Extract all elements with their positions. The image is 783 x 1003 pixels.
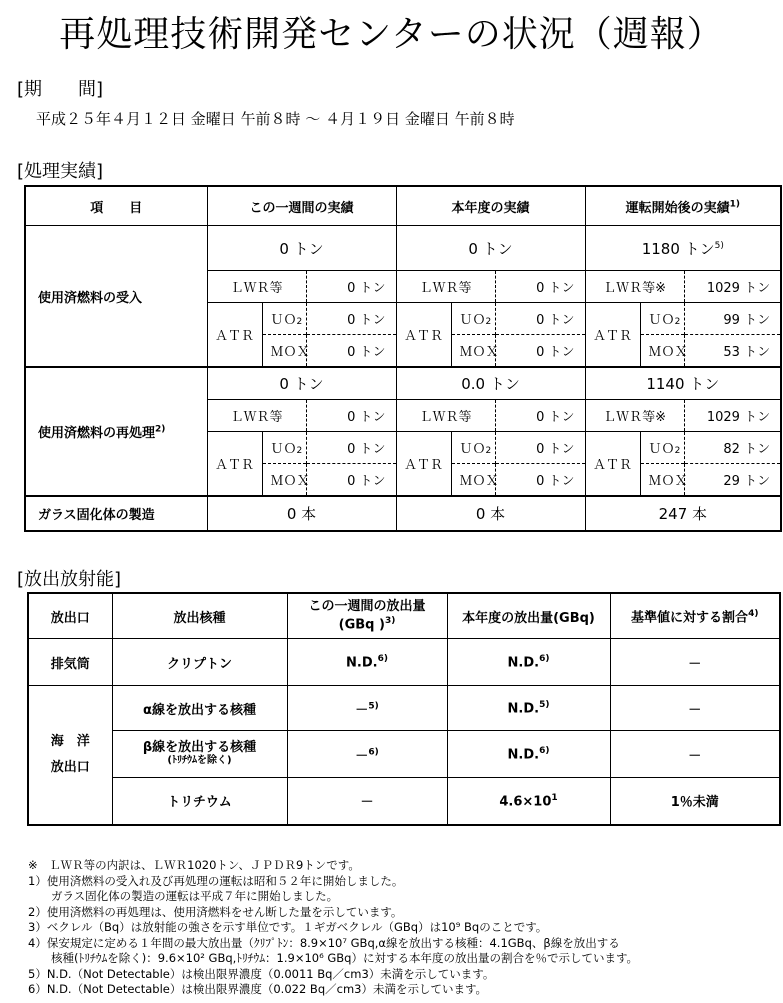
footnote: 4）保安規定に定める１年間の最大放出量（ｸﾘﾌﾟﾄﾝ：8.9×10⁷ GBq,α線を放出する核種：4.1GBq、β線を放出する: [28, 935, 620, 950]
reproc-cum-mox: 29 トン: [684, 464, 781, 497]
reproc-year-total: 0.0 トン: [396, 367, 585, 400]
header-year-release: 本年度の放出量(GBq): [447, 593, 610, 639]
lwr-mark-label: ＬＷＲ等※: [585, 271, 684, 303]
alpha-ratio: －: [610, 686, 780, 731]
reproc-year-uo2: 0 トン: [495, 432, 585, 464]
mox-label: ＭＯＸ: [640, 464, 684, 497]
reproc-week-total: 0 トン: [207, 367, 396, 400]
release-label: [放出放射能]: [17, 569, 122, 590]
uo2-label: ＵＯ2: [262, 303, 306, 335]
alpha-nuclide: α線を放出する核種: [112, 686, 287, 731]
receipt-total-row: [25, 226, 781, 271]
tritium-nuclide: トリチウム: [112, 778, 287, 825]
processing-table: [24, 185, 782, 532]
atr-label: ＡＴＲ: [396, 432, 451, 497]
glass-item: ガラス固化体の製造: [25, 496, 207, 531]
reproc-week-uo2: 0 トン: [306, 432, 396, 464]
glass-year: 0 本: [396, 496, 585, 531]
tritium-week: －: [287, 778, 447, 825]
footnote: ガラス固化体の製造の運転は平成７年に開始しました。: [28, 889, 339, 903]
stack-week: N.D.$^{6)}$: [287, 639, 447, 686]
mox-label: ＭＯＸ: [451, 464, 495, 497]
receipt-cum-uo2: 99 トン: [684, 303, 781, 335]
beta-ratio: －: [610, 731, 780, 778]
lwr-label: ＬＷＲ等: [207, 271, 306, 303]
receipt-year-total: 0 トン: [396, 226, 585, 271]
receipt-item: 使用済燃料の受入: [25, 226, 207, 368]
uo2-label: ＵＯ2: [640, 432, 684, 464]
stack-outlet: 排気筒: [28, 639, 112, 686]
footnote: 3）ベクレル（Bq）は放射能の強さを示す単位です。１ギガベクレル（GBq）は10⁹ Bqのことです。: [28, 920, 548, 934]
footnotes: [28, 858, 638, 998]
reproc-week-mox: 0 トン: [306, 464, 396, 497]
footnote: ※ ＬＷＲ等の内訳は、ＬＷＲ1020トン、ＪＰＤＲ9トンです。: [28, 858, 360, 872]
beta-nuclide: β線を放出する核種 (ﾄﾘﾁｳﾑを除く): [112, 731, 287, 778]
reproc-year-mox: 0 トン: [495, 464, 585, 497]
uo2-label: ＵＯ2: [640, 303, 684, 335]
header-ratio: 基準値に対する割合$^{4)}$: [610, 593, 780, 639]
period-label: [期 間]: [17, 79, 104, 100]
reproc-item: 使用済燃料の再処理$^{2)}$: [25, 367, 207, 496]
receipt-year-lwr: 0 トン: [495, 271, 585, 303]
reproc-total-row: [25, 367, 781, 400]
lwr-label: ＬＷＲ等: [396, 400, 495, 432]
ocean-outlet: 海 洋 放出口: [28, 686, 112, 825]
lwr-label: ＬＷＲ等: [207, 400, 306, 432]
beta-week: －$^{6)}$: [287, 731, 447, 778]
processing-label: [処理実績]: [17, 161, 104, 182]
footnote: 核種(ﾄﾘﾁｳﾑを除く)：9.6×10² GBq,ﾄﾘﾁｳﾑ：1.9×10⁶ GBq）に対する本年度の放出量の割合を％で示しています。: [28, 951, 639, 965]
header-item: 項 目: [25, 186, 207, 226]
atr-label: ＡＴＲ: [585, 303, 640, 368]
tritium-ratio: 1％未満: [610, 778, 780, 825]
header-week: この一週間の実績: [207, 186, 396, 226]
alpha-year: N.D.$^{5)}$: [447, 686, 610, 731]
receipt-year-mox: 0 トン: [495, 335, 585, 368]
mox-label: ＭＯＸ: [640, 335, 684, 368]
ocean-beta-row: [28, 731, 780, 778]
lwr-mark-label: ＬＷＲ等※: [585, 400, 684, 432]
receipt-year-uo2: 0 トン: [495, 303, 585, 335]
uo2-label: ＵＯ2: [451, 432, 495, 464]
alpha-week: －$^{5)}$: [287, 686, 447, 731]
tritium-year: $4.6\times 10^1$: [447, 778, 610, 825]
header-cumulative: 運転開始後の実績$^{1)}$: [585, 186, 781, 226]
footnote: 6）N.D.（Not Detectable）は検出限界濃度（0.022 Bq／cm3）未満を示しています。: [28, 982, 488, 996]
receipt-cum-lwr: 1029 トン: [684, 271, 781, 303]
ocean-alpha-row: [28, 686, 780, 731]
stack-year: N.D.$^{6)}$: [447, 639, 610, 686]
receipt-week-total: 0 トン: [207, 226, 396, 271]
footnote: 2）使用済燃料の再処理は、使用済燃料をせん断した量を示しています。: [28, 904, 403, 919]
reproc-cum-uo2: 82 トン: [684, 432, 781, 464]
processing-header-row: [25, 186, 781, 226]
receipt-week-uo2: 0 トン: [306, 303, 396, 335]
reproc-cum-total: 1140 トン: [585, 367, 781, 400]
page-title: 再処理技術開発センターの状況（週報）: [59, 14, 724, 55]
glass-row: [25, 496, 781, 531]
reproc-cum-lwr: 1029 トン: [684, 400, 781, 432]
beta-year: N.D.$^{6)}$: [447, 731, 610, 778]
footnote: 5）N.D.（Not Detectable）は検出限界濃度（0.0011 Bq／cm3）未満を示しています。: [28, 966, 495, 981]
release-table: [27, 592, 781, 826]
ocean-tritium-row: [28, 778, 780, 825]
stack-ratio: －: [610, 639, 780, 686]
header-week-release: この一週間の放出量(GBq )$^{3)}$: [287, 593, 447, 639]
mox-label: ＭＯＸ: [451, 335, 495, 368]
receipt-week-lwr: 0 トン: [306, 271, 396, 303]
receipt-cum-mox: 53 トン: [684, 335, 781, 368]
header-year: 本年度の実績: [396, 186, 585, 226]
atr-label: ＡＴＲ: [207, 432, 262, 497]
glass-week: 0 本: [207, 496, 396, 531]
header-outlet: 放出口: [28, 593, 112, 639]
footnote: 1）使用済燃料の受入れ及び再処理の運転は昭和５２年に開始しました。: [28, 873, 404, 888]
atr-label: ＡＴＲ: [207, 303, 262, 368]
stack-row: [28, 639, 780, 686]
atr-label: ＡＴＲ: [396, 303, 451, 368]
mox-label: ＭＯＸ: [262, 335, 306, 368]
receipt-week-mox: 0 トン: [306, 335, 396, 368]
receipt-cum-total: 1180 トン$^{5)}$: [585, 226, 781, 271]
release-header-row: [28, 593, 780, 639]
period-text: 平成２５年４月１２日 金曜日 午前８時 ～ ４月１９日 金曜日 午前８時: [36, 110, 515, 128]
stack-nuclide: クリプトン: [112, 639, 287, 686]
reproc-year-lwr: 0 トン: [495, 400, 585, 432]
reproc-week-lwr: 0 トン: [306, 400, 396, 432]
uo2-label: ＵＯ2: [262, 432, 306, 464]
mox-label: ＭＯＸ: [262, 464, 306, 497]
uo2-label: ＵＯ2: [451, 303, 495, 335]
glass-cum: 247 本: [585, 496, 781, 531]
lwr-label: ＬＷＲ等: [396, 271, 495, 303]
header-nuclide: 放出核種: [112, 593, 287, 639]
atr-label: ＡＴＲ: [585, 432, 640, 497]
